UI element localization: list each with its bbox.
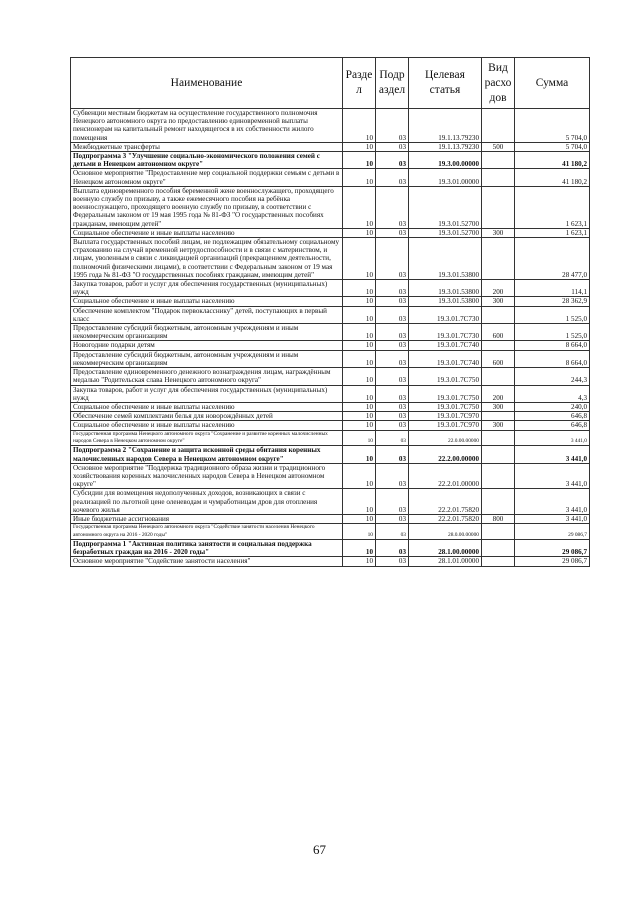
cell-name: Предоставление единовременного денежного вознаграждения лицам, награждённым медалью "Родительская слава Ненецкого автономного округа" (71, 368, 343, 385)
cell-expense-type: 300 (482, 297, 515, 306)
cell-section: 10 (343, 350, 376, 367)
cell-section: 10 (343, 228, 376, 237)
cell-section: 10 (343, 463, 376, 489)
cell-expense-type: 300 (482, 402, 515, 411)
table-row (71, 421, 590, 430)
cell-amount: 3 441,0 (515, 489, 590, 515)
cell-subsection: 03 (376, 524, 409, 540)
cell-section: 10 (343, 109, 376, 143)
cell-expense-type (482, 238, 515, 280)
cell-name: Подпрограмма 3 "Улучшение социально-экономического положения семей с детьми в Ненецком автономном округе" (71, 152, 343, 169)
cell-subsection: 03 (376, 557, 409, 566)
table-row (71, 402, 590, 411)
cell-target: 19.3.01.52700 (409, 186, 482, 228)
cell-expense-type (482, 524, 515, 540)
header-row (71, 58, 590, 109)
cell-subsection: 03 (376, 324, 409, 341)
cell-subsection: 03 (376, 489, 409, 515)
cell-subsection: 03 (376, 297, 409, 306)
cell-amount: 3 441,0 (515, 463, 590, 489)
cell-expense-type (482, 341, 515, 350)
cell-subsection: 03 (376, 421, 409, 430)
cell-section: 10 (343, 142, 376, 151)
cell-name: Выплата государственных пособий лицам, не подлежащим обязательному социальному страхованию на случай временной нетрудоспособности и в связи с материнством, и лицам, уволенным в связи с ликвидацией организаций (прекращением деятельности, полномочий физическими лицами), в соответствии с Федеральным законом от 19 мая 1995 года № 81-ФЗ "О государственных пособиях гражданам, имеющим детей" (71, 238, 343, 280)
table-row (71, 142, 590, 151)
cell-section: 10 (343, 514, 376, 523)
cell-expense-type: 800 (482, 514, 515, 523)
cell-target: 22.0.00.00000 (409, 430, 482, 446)
header-expense-type: Вид расхо дов (482, 58, 515, 109)
cell-name: Предоставление субсидий бюджетным, автономным учреждениям и иным некоммерческим организациям (71, 324, 343, 341)
cell-target: 19.3.01.7С750 (409, 402, 482, 411)
table-row (71, 489, 590, 515)
page-number: 67 (313, 842, 326, 857)
cell-subsection: 03 (376, 306, 409, 323)
cell-target: 19.3.01.00000 (409, 169, 482, 186)
table-row (71, 368, 590, 385)
cell-amount: 3 441,0 (515, 446, 590, 463)
cell-section: 10 (343, 306, 376, 323)
cell-name: Социальное обеспечение и иные выплаты населению (71, 421, 343, 430)
header-target: Целевая статья (409, 58, 482, 109)
table-row (71, 297, 590, 306)
table-row (71, 350, 590, 367)
cell-name: Основное мероприятие "Предоставление мер социальной поддержки семьям с детьми в Ненецком автономном округе" (71, 169, 343, 186)
cell-name: Подпрограмма 2 "Сохранение и защита исконной среды обитания коренных малочисленных народов Севера в Ненецком автономном округе" (71, 446, 343, 463)
cell-expense-type (482, 306, 515, 323)
table-body (71, 109, 590, 567)
cell-name: Социальное обеспечение и иные выплаты населению (71, 402, 343, 411)
cell-subsection: 03 (376, 228, 409, 237)
cell-section: 10 (343, 430, 376, 446)
cell-target: 22.2.00.00000 (409, 446, 482, 463)
cell-amount: 5 704,0 (515, 109, 590, 143)
table-row (71, 306, 590, 323)
cell-name: Основное мероприятие "Содействие занятости населения" (71, 557, 343, 566)
cell-subsection: 03 (376, 341, 409, 350)
cell-section: 10 (343, 238, 376, 280)
cell-subsection: 03 (376, 385, 409, 402)
table-row (71, 228, 590, 237)
cell-section: 10 (343, 169, 376, 186)
cell-section: 10 (343, 152, 376, 169)
cell-amount: 240,0 (515, 402, 590, 411)
cell-expense-type (482, 489, 515, 515)
cell-target: 19.3.01.52700 (409, 228, 482, 237)
cell-section: 10 (343, 412, 376, 421)
cell-subsection: 03 (376, 280, 409, 297)
cell-section: 10 (343, 186, 376, 228)
cell-expense-type: 600 (482, 350, 515, 367)
cell-expense-type (482, 446, 515, 463)
table-row (71, 385, 590, 402)
cell-target: 19.3.00.00000 (409, 152, 482, 169)
cell-name: Социальное обеспечение и иные выплаты населению (71, 228, 343, 237)
cell-name: Основное мероприятие "Поддержка традиционного образа жизни и традиционного хозяйствования коренных малочисленных народов Севера в Ненецком автономном округе" (71, 463, 343, 489)
table-row (71, 324, 590, 341)
cell-amount: 1 623,1 (515, 186, 590, 228)
cell-target: 19.3.01.53800 (409, 280, 482, 297)
cell-amount: 29 086,7 (515, 557, 590, 566)
table-row (71, 446, 590, 463)
cell-section: 10 (343, 341, 376, 350)
table-row (71, 539, 590, 556)
cell-name: Обеспечение семей комплектами белья для новорождённых детей (71, 412, 343, 421)
cell-name: Субвенции местным бюджетам на осуществление государственного полномочия Ненецкого автономного округа по предоставлению единовременной выплаты пенсионерам на капитальный ремонт находящегося в их собственности жилого помещения (71, 109, 343, 143)
table-row (71, 524, 590, 540)
cell-section: 10 (343, 368, 376, 385)
cell-section: 10 (343, 489, 376, 515)
cell-name: Новогодние подарки детям (71, 341, 343, 350)
cell-target: 28.1.01.00000 (409, 557, 482, 566)
cell-target: 19.3.01.7С730 (409, 306, 482, 323)
cell-section: 10 (343, 524, 376, 540)
cell-target: 22.2.01.00000 (409, 463, 482, 489)
cell-amount: 41 180,2 (515, 169, 590, 186)
cell-target: 19.1.13.79230 (409, 109, 482, 143)
cell-target: 19.3.01.7С970 (409, 412, 482, 421)
cell-section: 10 (343, 280, 376, 297)
cell-target: 28.1.00.00000 (409, 539, 482, 556)
cell-target: 22.2.01.75820 (409, 514, 482, 523)
cell-amount: 646,8 (515, 412, 590, 421)
cell-expense-type: 200 (482, 280, 515, 297)
cell-target: 19.3.01.53800 (409, 238, 482, 280)
cell-expense-type: 300 (482, 228, 515, 237)
table-row (71, 152, 590, 169)
header-section: Разде л (343, 58, 376, 109)
cell-name: Обеспечение комплектом "Подарок первокласснику" детей, поступающих в первый класс (71, 306, 343, 323)
cell-name: Государственная программа Ненецкого автономного округа "Содействие занятости населения Ненецкого автономного округа на 2016 - 2020 годы" (71, 524, 343, 540)
cell-name: Закупка товаров, работ и услуг для обеспечения государственных (муниципальных) нужд (71, 385, 343, 402)
cell-section: 10 (343, 324, 376, 341)
cell-name: Иные бюджетные ассигнования (71, 514, 343, 523)
cell-expense-type (482, 430, 515, 446)
cell-amount: 28 362,9 (515, 297, 590, 306)
cell-name: Государственная программа Ненецкого автономного округа "Сохранение и развитие коренных малочисленных народов Севера в Ненецком автономном округе" (71, 430, 343, 446)
table-row (71, 412, 590, 421)
cell-subsection: 03 (376, 368, 409, 385)
cell-subsection: 03 (376, 430, 409, 446)
cell-name: Подпрограмма 1 "Активная политика занятости и социальная поддержка безработных граждан на 2016 - 2020 годы" (71, 539, 343, 556)
cell-amount: 28 477,0 (515, 238, 590, 280)
cell-subsection: 03 (376, 350, 409, 367)
cell-target: 19.3.01.7С740 (409, 350, 482, 367)
table-row (71, 109, 590, 143)
cell-target: 19.3.01.7С750 (409, 385, 482, 402)
cell-amount: 1 525,0 (515, 324, 590, 341)
cell-amount: 3 441,0 (515, 514, 590, 523)
cell-name: Социальное обеспечение и иные выплаты населению (71, 297, 343, 306)
cell-subsection: 03 (376, 463, 409, 489)
cell-section: 10 (343, 402, 376, 411)
cell-subsection: 03 (376, 142, 409, 151)
cell-section: 10 (343, 421, 376, 430)
cell-subsection: 03 (376, 152, 409, 169)
cell-section: 10 (343, 446, 376, 463)
cell-section: 10 (343, 557, 376, 566)
cell-expense-type: 500 (482, 142, 515, 151)
table-row (71, 169, 590, 186)
cell-expense-type (482, 186, 515, 228)
cell-expense-type (482, 412, 515, 421)
cell-amount: 244,3 (515, 368, 590, 385)
cell-name: Межбюджетные трансферты (71, 142, 343, 151)
cell-section: 10 (343, 539, 376, 556)
cell-amount: 29 086,7 (515, 539, 590, 556)
cell-name: Предоставление субсидий бюджетным, автономным учреждениям и иным некоммерческим организациям (71, 350, 343, 367)
header-amount: Сумма (515, 58, 590, 109)
cell-subsection: 03 (376, 402, 409, 411)
cell-amount: 3 441,0 (515, 430, 590, 446)
cell-target: 19.1.13.79230 (409, 142, 482, 151)
cell-target: 19.3.01.7С730 (409, 324, 482, 341)
cell-name: Закупка товаров, работ и услуг для обеспечения государственных (муниципальных) нужд (71, 280, 343, 297)
table-row (71, 186, 590, 228)
cell-section: 10 (343, 297, 376, 306)
cell-subsection: 03 (376, 539, 409, 556)
cell-subsection: 03 (376, 109, 409, 143)
cell-amount: 646,8 (515, 421, 590, 430)
header-subsection: Подр аздел (376, 58, 409, 109)
cell-expense-type: 600 (482, 324, 515, 341)
cell-name: Субсидии для возмещения недополученных доходов, возникающих в связи с реализацией по льготной цене оленеводам и чумработницам дров для отопления кочевого жилья (71, 489, 343, 515)
table-row (71, 463, 590, 489)
table-row (71, 341, 590, 350)
cell-target: 19.3.01.7С740 (409, 341, 482, 350)
cell-expense-type: 300 (482, 421, 515, 430)
cell-expense-type: 200 (482, 385, 515, 402)
budget-table (70, 57, 590, 567)
table-row (71, 557, 590, 566)
table-row (71, 238, 590, 280)
cell-subsection: 03 (376, 169, 409, 186)
header-name: Наименование (71, 58, 343, 109)
cell-expense-type (482, 109, 515, 143)
cell-amount: 41 180,2 (515, 152, 590, 169)
cell-expense-type (482, 539, 515, 556)
cell-name: Выплата единовременного пособия беременной жене военнослужащего, проходящего военную службу по призыву, а также ежемесячного пособия на ребёнка военнослужащего, проходящего военную службу по призыву, в соответствии с Федеральным законом от 19 мая 1995 года № 81-ФЗ "О государственных пособиях гражданам, имеющим детей" (71, 186, 343, 228)
cell-subsection: 03 (376, 412, 409, 421)
cell-subsection: 03 (376, 186, 409, 228)
cell-amount: 5 704,0 (515, 142, 590, 151)
cell-amount: 29 086,7 (515, 524, 590, 540)
cell-amount: 8 664,0 (515, 341, 590, 350)
cell-subsection: 03 (376, 238, 409, 280)
cell-target: 19.3.01.53800 (409, 297, 482, 306)
cell-amount: 1 525,0 (515, 306, 590, 323)
table-row (71, 514, 590, 523)
cell-target: 22.2.01.75820 (409, 489, 482, 515)
cell-amount: 1 623,1 (515, 228, 590, 237)
cell-target: 19.3.01.7С970 (409, 421, 482, 430)
cell-target: 28.0.00.00000 (409, 524, 482, 540)
table-row (71, 280, 590, 297)
cell-expense-type (482, 557, 515, 566)
cell-section: 10 (343, 385, 376, 402)
cell-expense-type (482, 368, 515, 385)
cell-amount: 114,1 (515, 280, 590, 297)
table-row (71, 430, 590, 446)
cell-expense-type (482, 169, 515, 186)
cell-target: 19.3.01.7С750 (409, 368, 482, 385)
cell-expense-type (482, 152, 515, 169)
cell-expense-type (482, 463, 515, 489)
cell-subsection: 03 (376, 514, 409, 523)
cell-amount: 8 664,0 (515, 350, 590, 367)
cell-amount: 4,3 (515, 385, 590, 402)
cell-subsection: 03 (376, 446, 409, 463)
